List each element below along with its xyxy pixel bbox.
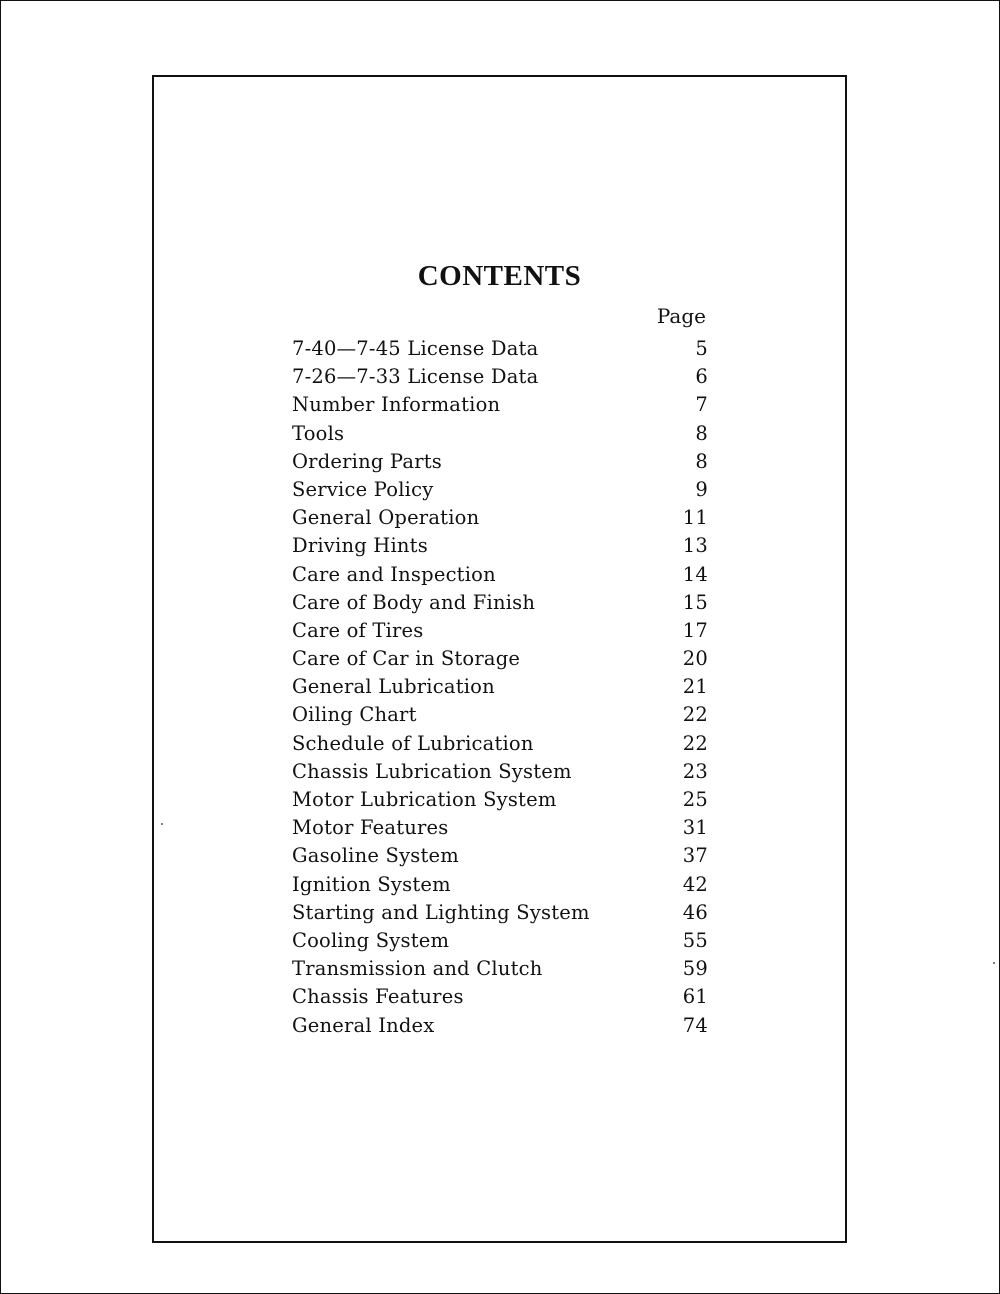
toc-entry-page: 22	[682, 731, 708, 755]
toc-entry-page: 8	[695, 421, 708, 445]
dot-leader	[592, 897, 681, 919]
toc-entry-page: 13	[682, 534, 708, 558]
toc-entry	[292, 953, 708, 981]
toc-entry	[292, 530, 708, 558]
toc-entry-page: 22	[682, 703, 708, 727]
dot-leader	[536, 728, 681, 750]
dot-leader	[559, 784, 681, 806]
toc-entry-page: 15	[682, 590, 708, 614]
dot-leader	[461, 840, 681, 862]
dot-leader	[425, 615, 680, 637]
toc-entry-label: General Index	[292, 1013, 435, 1037]
dot-leader	[451, 925, 681, 947]
toc-entry	[292, 728, 708, 756]
toc-entry	[292, 981, 708, 1009]
toc-entry	[292, 643, 708, 671]
dot-leader	[545, 953, 681, 975]
toc-entry-page: 6	[695, 365, 708, 389]
toc-entry-label: Transmission and Clutch	[292, 957, 543, 981]
dot-leader	[540, 361, 693, 383]
toc-entry	[292, 559, 708, 587]
toc-entry-page: 31	[682, 816, 708, 840]
toc-entry-label: 7-26—7-33 License Data	[292, 365, 539, 389]
dot-leader	[466, 981, 681, 1003]
toc-entry-page: 17	[682, 618, 708, 642]
toc-entry	[292, 418, 708, 446]
toc-entry	[292, 615, 708, 643]
toc-entry-page: 61	[682, 985, 708, 1009]
toc-entry-label: Chassis Lubrication System	[292, 759, 572, 783]
toc-entry-label: Motor Lubrication System	[292, 788, 557, 811]
toc-entry	[292, 840, 708, 868]
page	[152, 75, 847, 1243]
dot-leader	[522, 643, 681, 665]
toc-entry-label: Service Policy	[292, 477, 434, 501]
toc-entry-label: Oiling Chart	[292, 703, 417, 727]
toc-entry	[292, 699, 708, 727]
toc-entry	[292, 333, 708, 361]
toc-entry-page: 20	[682, 647, 708, 671]
toc-entry-label: Chassis Features	[292, 985, 464, 1009]
toc-entry-label: General Operation	[292, 506, 480, 530]
dot-leader	[444, 446, 693, 468]
toc-entry-label: Schedule of Lubrication	[292, 731, 534, 755]
scan-speck	[993, 962, 995, 964]
toc-entry-page: 21	[682, 675, 708, 699]
toc-entry-page: 25	[682, 788, 708, 811]
toc-entry-label: Driving Hints	[292, 534, 428, 558]
toc-entry-label: General Lubrication	[292, 675, 495, 699]
toc-entry-label: Care of Tires	[292, 618, 424, 642]
dot-leader	[502, 389, 693, 411]
toc-entry-page: 5	[695, 337, 708, 360]
toc-entry-label: Tools	[292, 421, 345, 445]
toc-entry-page: 37	[682, 844, 708, 868]
toc-entry-page: 11	[682, 506, 708, 530]
toc-entry-label: Gasoline System	[292, 844, 459, 868]
toc-entry-page: 74	[682, 1013, 708, 1037]
dot-leader	[537, 587, 681, 609]
toc-entry-label: Care of Body and Finish	[292, 590, 536, 614]
toc-entry	[292, 502, 708, 530]
toc-entry-page: 7	[695, 393, 708, 417]
toc-entry-page: 8	[695, 449, 708, 473]
toc-entry	[292, 869, 708, 897]
toc-entry-label: 7-40—7-45 License Data	[292, 337, 539, 360]
dot-leader	[453, 869, 681, 891]
toc-entry-label: Motor Features	[292, 816, 449, 840]
toc-entry-label: Cooling System	[292, 928, 450, 952]
dot-leader	[436, 1010, 680, 1032]
dot-leader	[346, 418, 693, 440]
page-column-heading: Page	[656, 304, 706, 328]
toc-entry-page: 23	[682, 759, 708, 783]
toc-entry-page: 14	[682, 562, 708, 586]
toc-entry	[292, 1010, 708, 1038]
toc-entry	[292, 671, 708, 699]
toc-entry	[292, 812, 708, 840]
toc-entry	[292, 474, 708, 502]
dot-leader	[451, 812, 681, 834]
toc-entry	[292, 925, 708, 953]
toc-entry	[292, 361, 708, 389]
toc-entry	[292, 756, 708, 784]
toc-entry-page: 59	[682, 957, 708, 981]
toc-entry-page: 46	[682, 900, 708, 924]
toc-entry-label: Number Information	[292, 393, 501, 417]
dot-leader	[481, 502, 680, 524]
page-title: CONTENTS	[417, 260, 582, 292]
dot-leader	[574, 756, 681, 778]
toc-entry-label: Ordering Parts	[292, 449, 442, 473]
dot-leader	[435, 474, 693, 496]
dot-leader	[430, 530, 681, 552]
dot-leader	[498, 559, 681, 581]
scan-speck	[161, 823, 163, 825]
toc-entry-page: 42	[682, 872, 708, 896]
toc-entry-label: Starting and Lighting System	[292, 900, 590, 924]
toc-entry-label: Care of Car in Storage	[292, 647, 521, 671]
toc-entry	[292, 897, 708, 925]
toc-entry-page: 55	[682, 928, 708, 952]
toc-entry-label: Care and Inspection	[292, 562, 496, 586]
toc-entry	[292, 446, 708, 474]
table-of-contents	[292, 333, 708, 1038]
toc-entry-label: Ignition System	[292, 872, 451, 896]
dot-leader	[540, 333, 693, 355]
toc-entry	[292, 784, 708, 812]
toc-entry	[292, 389, 708, 417]
dot-leader	[497, 671, 681, 693]
dot-leader	[419, 699, 681, 721]
toc-entry	[292, 587, 708, 615]
toc-entry-page: 9	[695, 477, 708, 501]
